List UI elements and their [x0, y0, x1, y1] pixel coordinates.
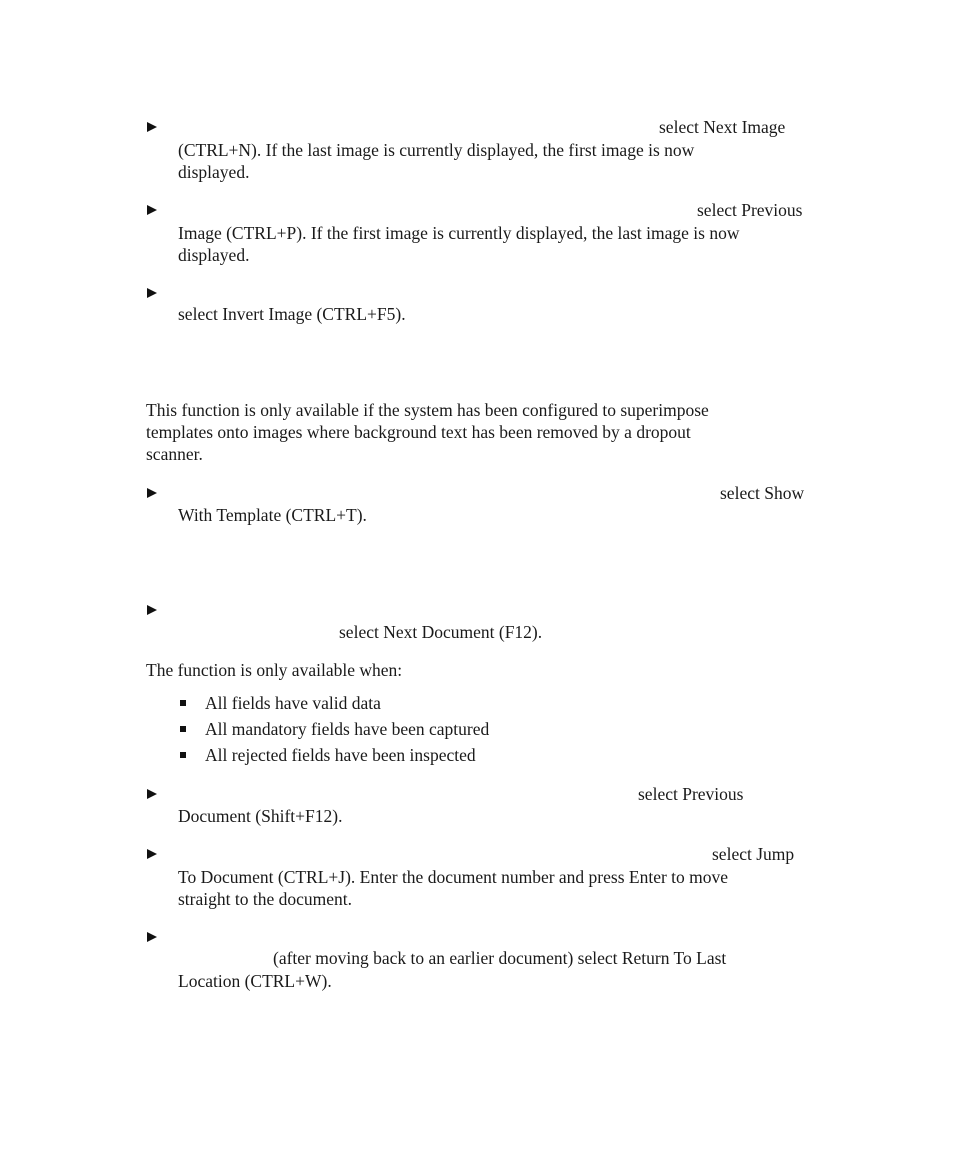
- next-image-text-3: displayed.: [178, 162, 250, 182]
- condition-item: All rejected fields have been inspected: [205, 745, 476, 765]
- jump-document-text-1: select Jump: [712, 844, 795, 864]
- bullet-square-icon: [180, 700, 186, 706]
- template-note-line-1: This function is only available if the system has been configured to superimpose: [146, 400, 709, 420]
- step-arrow-icon: [147, 205, 157, 215]
- next-image-text-1: select Next Image: [659, 117, 786, 137]
- previous-document-text-2: Document (Shift+F12).: [178, 806, 343, 826]
- jump-document-text-2: To Document (CTRL+J). Enter the document number and press Enter to move: [178, 867, 729, 887]
- invert-image-text-1: select Invert Image (CTRL+F5).: [178, 304, 406, 324]
- step-arrow-icon: [147, 789, 157, 799]
- availability-intro: The function is only available when:: [146, 660, 403, 680]
- next-image-text-2: (CTRL+N). If the last image is currently displayed, the first image is now: [178, 140, 695, 160]
- step-arrow-icon: [147, 122, 157, 132]
- previous-document-text-1: select Previous: [638, 784, 744, 804]
- previous-image-text-2: Image (CTRL+P). If the first image is currently displayed, the last image is now: [178, 223, 740, 243]
- show-template-text-1: select Show: [720, 483, 805, 503]
- template-note-line-2: templates onto images where background text has been removed by a dropout: [146, 422, 691, 442]
- return-last-text-1: (after moving back to an earlier document) select Return To Last: [273, 948, 727, 968]
- bullet-square-icon: [180, 752, 186, 758]
- show-template-text-2: With Template (CTRL+T).: [178, 505, 367, 525]
- jump-document-text-3: straight to the document.: [178, 889, 352, 909]
- next-document-text-1: select Next Document (F12).: [339, 622, 543, 642]
- template-note-line-3: scanner.: [146, 444, 203, 464]
- previous-image-text-1: select Previous: [697, 200, 803, 220]
- return-last-text-2: Location (CTRL+W).: [178, 971, 332, 991]
- step-arrow-icon: [147, 932, 157, 942]
- bullet-square-icon: [180, 726, 186, 732]
- step-arrow-icon: [147, 488, 157, 498]
- condition-item: All fields have valid data: [205, 693, 381, 713]
- previous-image-text-3: displayed.: [178, 245, 250, 265]
- condition-item: All mandatory fields have been captured: [205, 719, 490, 739]
- step-arrow-icon: [147, 605, 157, 615]
- step-arrow-icon: [147, 849, 157, 859]
- step-arrow-icon: [147, 288, 157, 298]
